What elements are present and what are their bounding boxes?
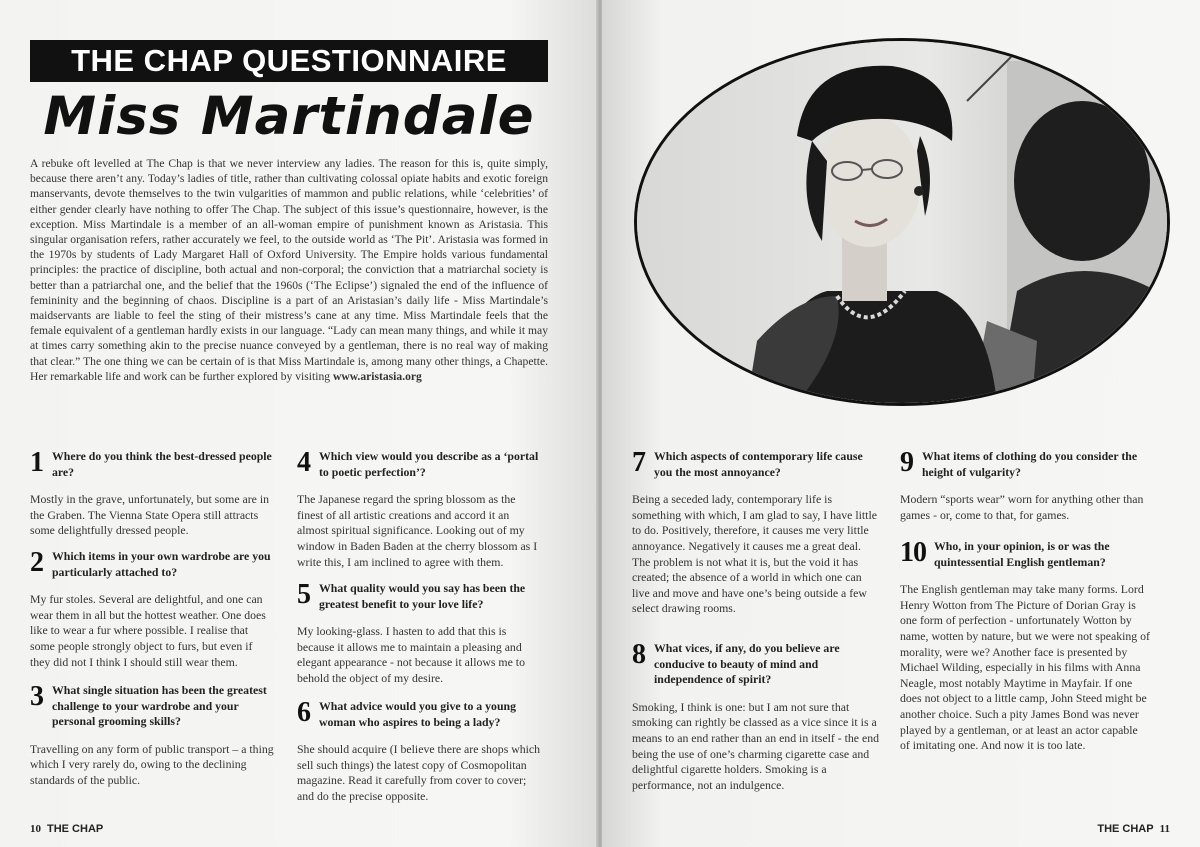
question-text: Which view would you describe as a ‘portal to poetic perfection’? <box>319 449 539 479</box>
answer-text: Being a seceded lady, contemporary life is something with which, I am glad to say, I have little to do. Positively, therefore, it causes me very little annoyance. Negatively it causes me a great deal. The problem is not what it is, but the void it has created; the absence of a world in which one can live and move and have one’s being outside a few select drawing rooms. <box>632 492 877 616</box>
question-text: What quality would you say has been the greatest benefit to your love life? <box>319 581 526 611</box>
left-footer <box>30 823 103 835</box>
question-number: 7 <box>632 447 646 478</box>
question-number: 5 <box>297 579 311 610</box>
question-number: 9 <box>900 447 914 478</box>
question-block-10 <box>900 538 1150 754</box>
question-block-4 <box>297 448 542 570</box>
question-text: Which aspects of contemporary life cause you the most annoyance? <box>654 449 863 479</box>
page-number: 10 <box>30 823 41 835</box>
question-text: Which items in your own wardrobe are you particularly attached to? <box>52 549 271 579</box>
portrait-illustration <box>637 41 1167 403</box>
article-title: Miss Martindale <box>43 86 535 147</box>
footer-magazine-name: THE CHAP <box>47 823 104 835</box>
right-page <box>602 0 1200 847</box>
question-text: What vices, if any, do you believe are conducive to beauty of mind and independence of spirit? <box>654 641 840 687</box>
question-number: 6 <box>297 697 311 728</box>
intro-text: A rebuke oft levelled at The Chap is that we never interview any ladies. The reason for this is, quite simply, because there aren’t any. Today’s ladies of title, rather than cultivating colossal opiate habits and exotic foreign manservants, devote themselves to the twin vulgarities of mammon and public relations, while ‘celebrities’ of either gender clearly have nothing to offer The Chap. The subject of this issue’s questionnaire, however, is the exception. Miss Martindale is a member of an all-woman empire of punishment known as Aristasia. This singular organisation refers, rather accurately we feel, to the outside world as ‘The Pit’. Aristasia was formed in the 1970s by students of Lady Margaret Hall of Oxford University. The Empire holds various fundamental principles: the practice of discipline, both actual and non-corporal; the conviction that a matriarchal society is better than a patriarchal one, and the belief that the 1960s (‘The Eclipse’) signaled the end of the influence of femininity and the beginning of chaos. Discipline is a part of an Aristasian’s daily life - Miss Martindale’s maidservants are liable to feel the sting of their mistress’s cane at any time. Miss Martindale feels that the female equivalent of a gentleman hardly exists in our language. “Lady can mean many things, and while it may at times carry something akin to the precise nuance conveyed by a gentleman, there is no real way of making that clear.” The one thing we can be certain of is that Miss Martindale is, among many other things, a Chapette. Her remarkable life and work can be further explored by visiting <box>30 157 548 383</box>
answer-text: Smoking, I think is one: but I am not sure that smoking can rightly be classed as a vice since it is a means to an end rather than an end in itself - the end being the use of one’s charming cigarette case and delightful cigarette holders. Smoking is a performance, not an indulgence. <box>632 699 879 792</box>
question-block-1 <box>30 448 275 539</box>
question-text: What single situation has been the greatest challenge to your wardrobe and your personal grooming skills? <box>52 683 267 729</box>
right-footer <box>1097 823 1170 835</box>
question-block-5 <box>297 580 542 687</box>
question-number: 10 <box>900 537 926 568</box>
question-number: 1 <box>30 447 44 478</box>
answer-text: She should acquire (I believe there are shops which sell such things) the latest copy of Cosmopolitan magazine. Read it carefully from cover to cover; and do the precise opposite. <box>297 742 541 803</box>
question-block-3 <box>30 682 275 789</box>
question-text: What items of clothing do you consider the height of vulgarity? <box>922 449 1138 479</box>
answer-text: My looking-glass. I hasten to add that this is because it allows me to maintain a pleasing and elegant appearance - not because it allows me to behold the object of my desire. <box>297 624 525 685</box>
answer-text: Modern “sports wear” worn for anything other than games - or, come to that, for games. <box>900 492 1144 522</box>
question-text: Who, in your opinion, is or was the quintessential English gentleman? <box>934 539 1110 569</box>
answer-text: Mostly in the grave, unfortunately, but some are in the Graben. The Vienna State Opera still attracts some delightfully dressed people. <box>30 492 270 538</box>
answer-text: My fur stoles. Several are delightful, and one can wear them in all but the hottest weather. One does like to wear a fur where possible. I realise that some people strongly object to furs, but even if they did not I think I should still wear them. <box>30 592 266 669</box>
left-page <box>0 0 598 847</box>
footer-magazine-name: THE CHAP <box>1097 823 1154 835</box>
question-block-9 <box>900 448 1150 523</box>
website-link[interactable]: www.aristasia.org <box>332 369 422 383</box>
question-number: 2 <box>30 547 44 578</box>
question-block-8 <box>632 640 880 793</box>
question-number: 8 <box>632 639 646 670</box>
question-number: 3 <box>30 681 44 712</box>
answer-text: Travelling on any form of public transport – a thing which I very rarely do, owing to the declining standards of the public. <box>30 741 274 787</box>
question-block-6 <box>297 698 542 805</box>
question-number: 4 <box>297 447 311 478</box>
answer-text: The Japanese regard the spring blossom as the finest of all artistic creations and accord it an almost spiritual significance. Looking out of my window in Baden Baden at the cherry blossom as I write this, I am inclined to agree with them. <box>297 492 538 569</box>
section-banner: THE CHAP QUESTIONNAIRE <box>30 40 548 82</box>
answer-text: The English gentleman may take many forms. Lord Henry Wotton from The Picture of Dorian Gray is one form of perfection - unfortunately Wotton by name, wotten by nature, but we were not speaking of morality, were we? Another face is presented by Michael Wilding, especially in his films with Anna Neagle, most notably Maytime in Mayfair. If one does not object to a little camp, John Steed might be another choice. Such a pity James Bond was never played by a gentleman, or at least an actor capable of imitating one. And now it is too late. <box>900 582 1150 753</box>
question-block-2 <box>30 548 275 670</box>
question-text: What advice would you give to a young woman who aspires to being a lady? <box>319 699 516 729</box>
question-text: Where do you think the best-dressed people are? <box>52 449 272 479</box>
portrait-photo <box>634 38 1170 406</box>
question-block-7 <box>632 448 880 617</box>
intro-paragraph <box>30 156 548 384</box>
page-number: 11 <box>1159 823 1170 835</box>
